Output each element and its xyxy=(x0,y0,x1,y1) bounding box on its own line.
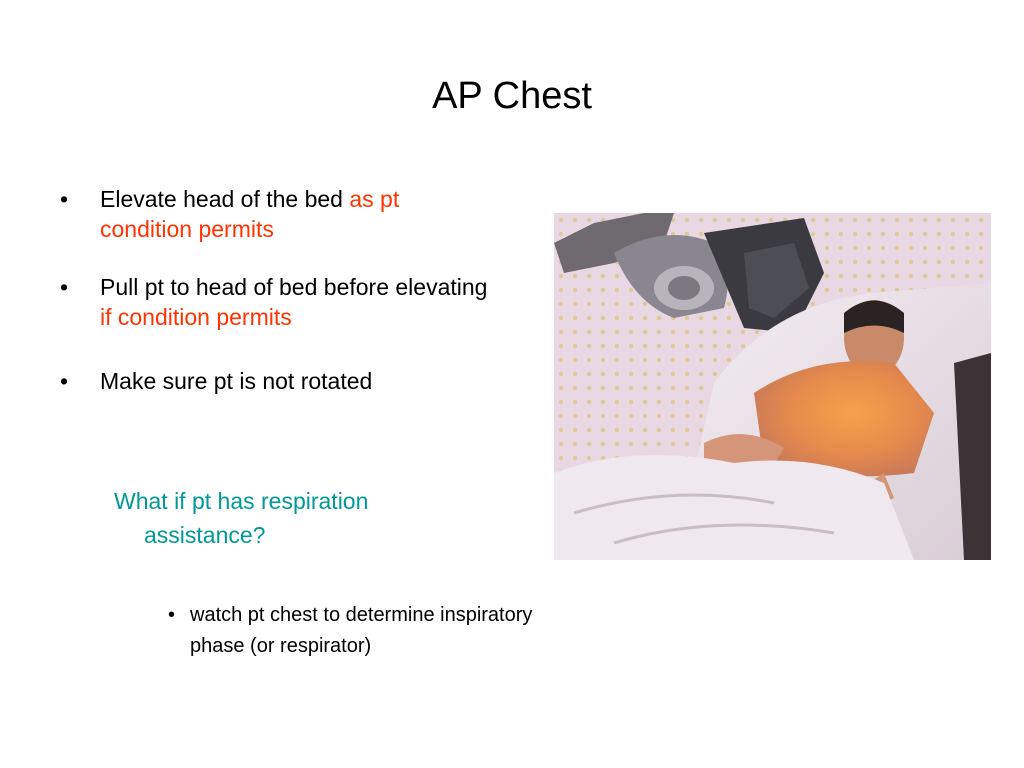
bullet-text: Elevate head of the bed xyxy=(100,186,350,212)
patient-photo-illustration xyxy=(554,213,991,560)
question-line-2: assistance? xyxy=(144,522,266,548)
bullet-glyph: • xyxy=(60,274,69,300)
bullet-item xyxy=(56,366,496,396)
bullet-list xyxy=(56,184,496,396)
question-text xyxy=(114,484,494,552)
slide-title: AP Chest xyxy=(432,75,592,117)
patient-xray-photo xyxy=(554,213,991,560)
bullet-highlight: if condition permits xyxy=(100,304,292,330)
question-line-1: What if pt has respiration xyxy=(114,488,369,514)
bullet-item xyxy=(56,272,496,332)
bullet-text: Pull pt to head of bed before elevating xyxy=(100,274,488,300)
bullet-item xyxy=(56,184,496,244)
bullet-glyph: • xyxy=(168,604,176,626)
bullet-glyph: • xyxy=(60,368,69,394)
bullet-text: Make sure pt is not rotated xyxy=(100,368,373,394)
bullet-glyph: • xyxy=(60,186,69,212)
bullet-highlight: as pt condition permits xyxy=(100,186,400,242)
sub-bullet-item xyxy=(168,600,550,662)
sub-bullet-text: watch pt chest to determine inspiratory phase (or respirator) xyxy=(190,604,533,657)
